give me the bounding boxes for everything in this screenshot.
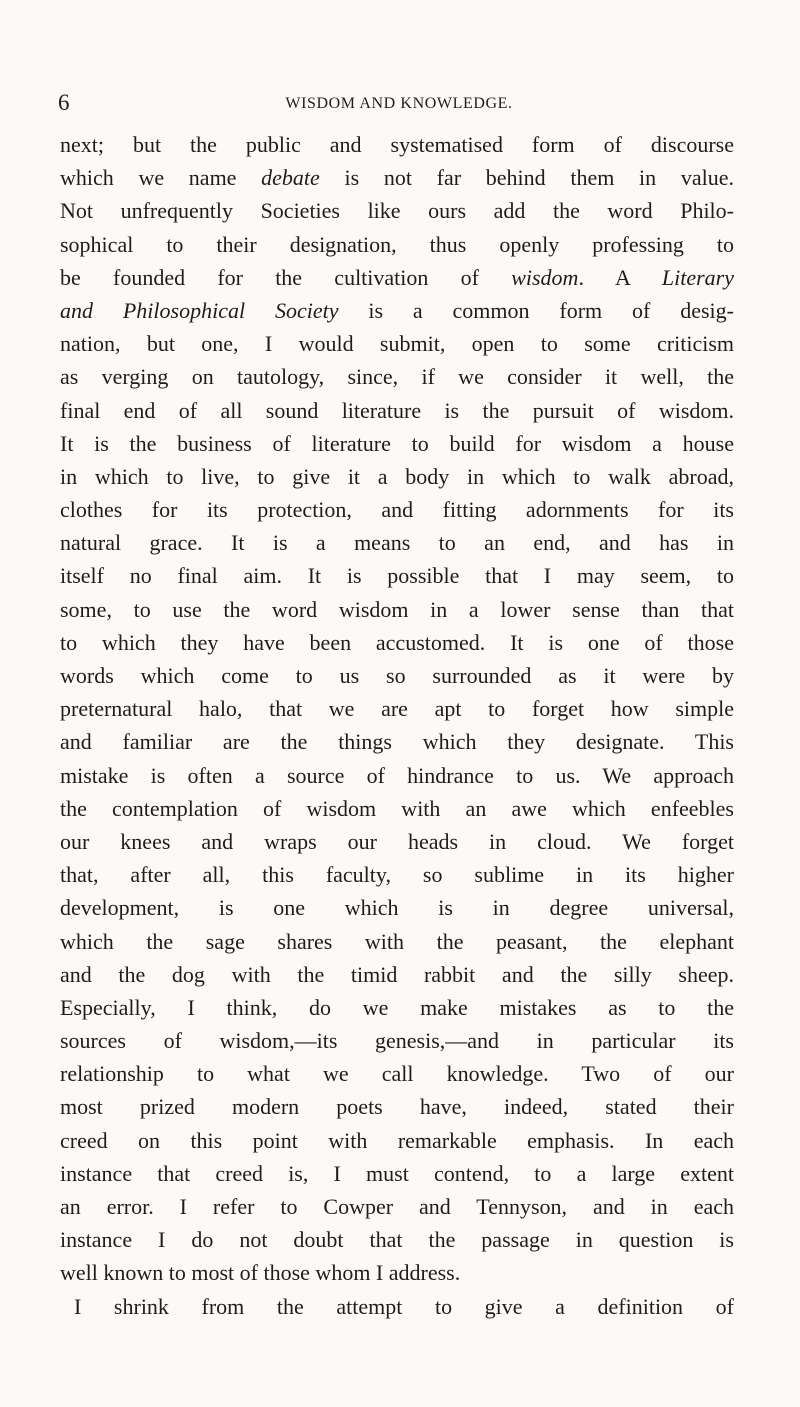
text-line-23: that, after all, this faculty, so sublime in its higher [60, 862, 734, 888]
text-line-28: sources of wisdom,—its genesis,—and in particular its [60, 1028, 734, 1054]
text-line-24: development, is one which is in degree universal, [60, 895, 734, 921]
text-line-20: mistake is often a source of hindrance to us. We approach [60, 762, 734, 788]
italic-term-literary: Literary [661, 264, 734, 290]
text-line-14: itself no final aim. It is possible that I may seem, to [60, 563, 734, 589]
text-line-19: and familiar are the things which they designate. This [60, 729, 734, 755]
text-line-4: sophical to their designation, thus openly professing to [60, 231, 734, 257]
text-line-10: It is the business of literature to build for wisdom a house [60, 430, 734, 456]
italic-term-philosophical-society: and Philosophical Society [60, 297, 339, 323]
text-line-2: which we name debate is not far behind them in value. [60, 165, 734, 191]
italic-term-wisdom: wisdom [511, 264, 579, 290]
text-line-18: preternatural halo, that we are apt to forget how simple [60, 696, 734, 722]
text-line-27: Especially, I think, do we make mistakes as to the [60, 994, 734, 1020]
text-line-26: and the dog with the timid rabbit and the silly sheep. [60, 961, 734, 987]
text-line-1: next; but the public and systematised form of discourse [60, 132, 734, 157]
text-line-15: some, to use the word wisdom in a lower sense than that [60, 596, 734, 622]
text-line-34: instance I do not doubt that the passage in question is [60, 1227, 734, 1253]
text-line-36-new-paragraph: I shrink from the attempt to give a definition of [74, 1293, 734, 1319]
text-line-35-paragraph-end: well known to most of those whom I address. [60, 1260, 461, 1286]
text-line-13: natural grace. It is a means to an end, and has in [60, 530, 734, 556]
text-line-9: final end of all sound literature is the pursuit of wisdom. [60, 397, 734, 423]
text-line-32: instance that creed is, I must contend, to a large extent [60, 1160, 734, 1186]
text-line-7: nation, but one, I would submit, open to some criticism [60, 331, 734, 357]
text-line-17: words which come to us so surrounded as it were by [60, 663, 734, 688]
text-line-12: clothes for its protection, and fitting adornments for its [60, 497, 734, 523]
text-line-31: creed on this point with remarkable emphasis. In each [60, 1127, 734, 1153]
running-head [58, 88, 734, 118]
text-line-6: and Philosophical Society is a common form of desig- [60, 297, 734, 323]
running-title: WISDOM AND KNOWLEDGE. [285, 95, 513, 112]
text-line-22: our knees and wraps our heads in cloud. We forget [60, 828, 734, 854]
text-line-5: be founded for the cultivation of wisdom. A Literary [60, 264, 734, 290]
text-line-25: which the sage shares with the peasant, the elephant [60, 928, 734, 954]
text-line-33: an error. I refer to Cowper and Tennyson, and in each [60, 1194, 734, 1219]
text-line-8: as verging on tautology, since, if we consider it well, the [60, 364, 734, 390]
page-number: 6 [58, 90, 70, 115]
italic-term-debate: debate [261, 165, 320, 191]
text-line-30: most prized modern poets have, indeed, stated their [60, 1094, 734, 1120]
text-line-21: the contemplation of wisdom with an awe which enfeebles [60, 795, 734, 821]
body-text [60, 128, 734, 1323]
text-line-16: to which they have been accustomed. It is one of those [60, 629, 734, 655]
text-line-3: Not unfrequently Societies like ours add the word Philo- [60, 198, 734, 224]
text-line-11: in which to live, to give it a body in which to walk abroad, [60, 463, 734, 489]
text-line-29: relationship to what we call knowledge. Two of our [60, 1061, 734, 1087]
